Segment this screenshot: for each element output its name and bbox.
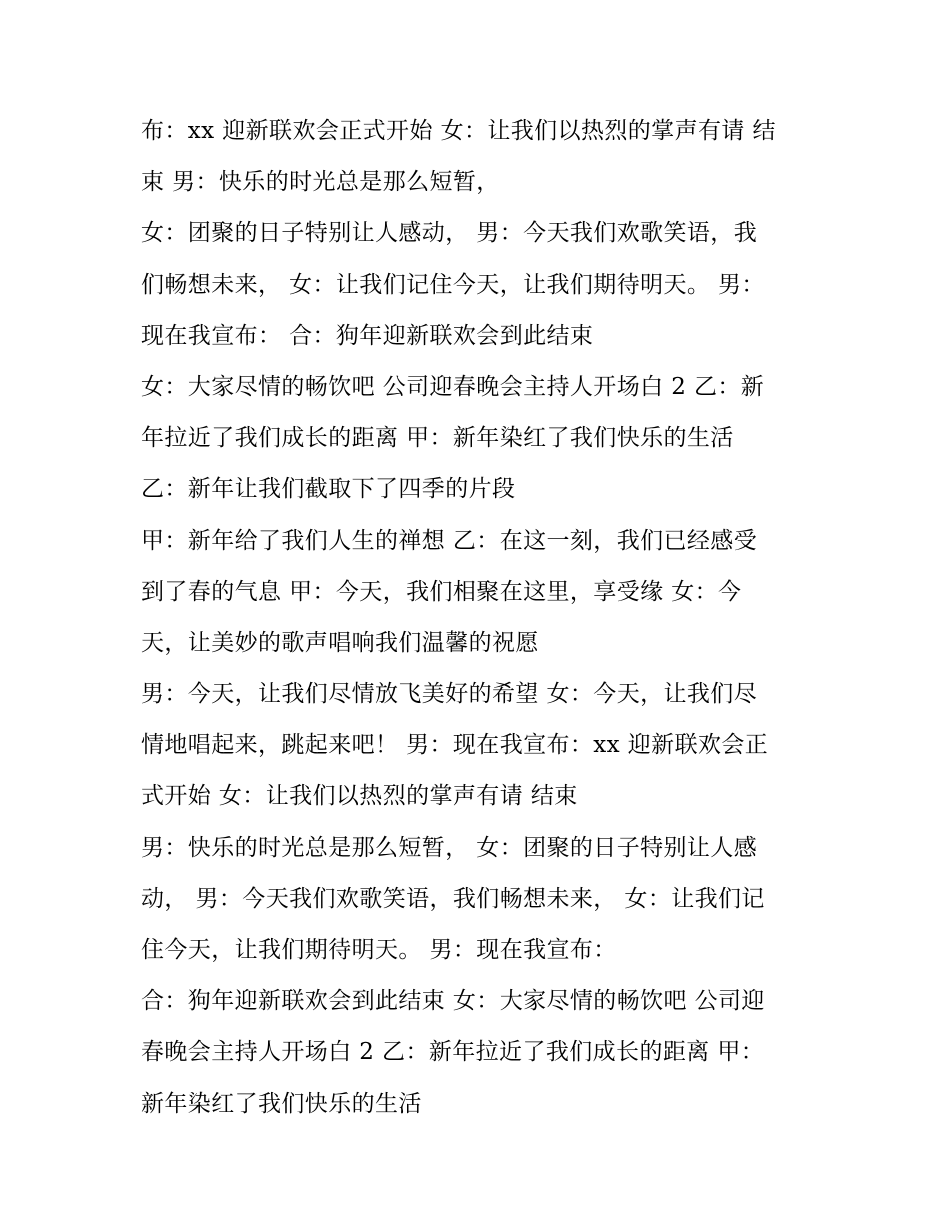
text-line: 们畅想未来， 女：让我们记住今天，让我们期待明天。 男： [141, 271, 765, 298]
text-line: 到了春的气息 甲：今天，我们相聚在这里，享受缘 女：今 [141, 578, 742, 605]
text-line: 女：团聚的日子特别让人感动， 男：今天我们欢歌笑语，我 [141, 220, 758, 247]
text-line: 天，让美妙的歌声唱响我们温馨的祝愿 [141, 629, 539, 656]
text-line: 乙：新年让我们截取下了四季的片段 [141, 476, 516, 503]
text-line: 男：今天，让我们尽情放飞美好的希望 女：今天，让我们尽 [141, 681, 758, 708]
text-line: 情地唱起来，跳起来吧！ 男：现在我宣布：xx 迎新联欢会正 [141, 732, 769, 759]
body-text [141, 106, 811, 1130]
text-line: 女：大家尽情的畅饮吧 公司迎春晚会主持人开场白 2 乙：新 [141, 373, 765, 400]
text-line: 式开始 女：让我们以热烈的掌声有请 结束 [141, 783, 578, 810]
text-line: 新年染红了我们快乐的生活 [141, 1090, 422, 1117]
text-line: 住今天，让我们期待明天。 男：现在我宣布： [141, 937, 617, 963]
text-line: 合：狗年迎新联欢会到此结束 女：大家尽情的畅饮吧 公司迎 [141, 988, 765, 1015]
text-line: 束 男：快乐的时光总是那么短暂， [141, 169, 500, 196]
text-line: 春晚会主持人开场白 2 乙：新年拉近了我们成长的距离 甲： [141, 1039, 765, 1066]
text-line: 动， 男：今天我们欢歌笑语，我们畅想未来， 女：让我们记 [141, 885, 765, 912]
text-line: 男：快乐的时光总是那么短暂， 女：团聚的日子特别让人感 [141, 834, 758, 861]
text-line: 年拉近了我们成长的距离 甲：新年染红了我们快乐的生活 [141, 425, 734, 452]
text-line: 甲：新年给了我们人生的禅想 乙：在这一刻，我们已经感受 [141, 527, 758, 554]
text-line: 现在我宣布： 合：狗年迎新联欢会到此结束 [141, 322, 594, 349]
text-line: 布：xx 迎新联欢会正式开始 女：让我们以热烈的掌声有请 结 [141, 118, 776, 144]
